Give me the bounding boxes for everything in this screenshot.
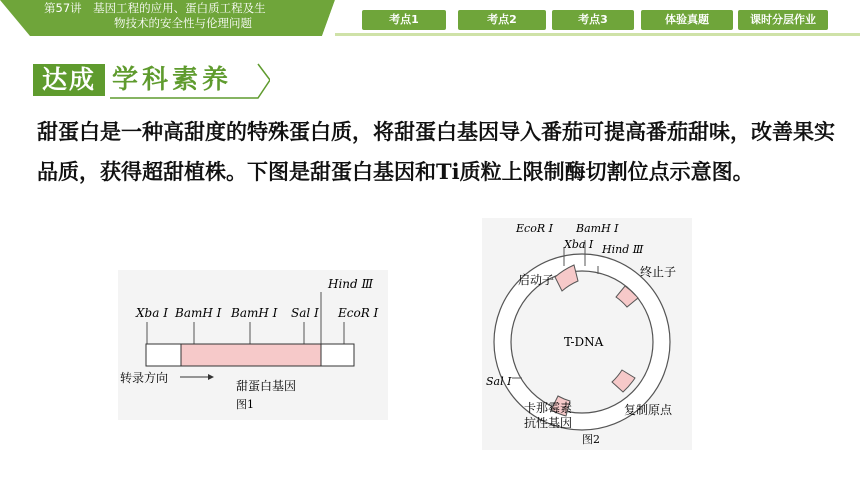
fig2-site-bamh: BamH Ⅰ (576, 222, 619, 235)
fig2-promoter-label: 启动子 (518, 273, 555, 287)
fig2-kana-line2: 抗性基因 (524, 416, 573, 430)
figure2-plasmid-diagram (482, 218, 692, 450)
top-bar (0, 0, 860, 38)
section-title-part1: 达成 (33, 64, 105, 96)
fig1-gene-segment (181, 344, 321, 366)
fig1-gene-label: 甜蛋白基因 (236, 379, 297, 393)
nav-kaodian1-button[interactable]: 考点1 (362, 10, 446, 30)
nav-kaodian2-button[interactable]: 考点2 (458, 10, 546, 30)
fig2-caption: 图2 (582, 433, 600, 446)
fig1-site-hind: Hind Ⅲ (328, 277, 374, 291)
nav-homework-button[interactable]: 课时分层作业 (738, 10, 828, 30)
fig2-site-xba: Xba Ⅰ (564, 238, 594, 251)
figure1-gene-diagram (118, 270, 388, 420)
fig1-site-xba: Xba Ⅰ (136, 306, 168, 320)
fig2-center-label: T-DNA (564, 335, 604, 349)
fig1-direction-label: 转录方向 (120, 371, 169, 385)
fig1-site-ecor: EcoR Ⅰ (338, 306, 379, 320)
fig2-kana-line1: 卡那霉素 (524, 401, 573, 415)
section-title-part2: 学科素养 (112, 65, 233, 95)
nav-underline (335, 33, 860, 36)
fig2-site-sal: Sal Ⅰ (486, 375, 512, 388)
fig1-site-bamh-1: BamH Ⅰ (175, 306, 222, 320)
fig2-site-hind: Hind Ⅲ (602, 243, 644, 256)
nav-kaodian3-button[interactable]: 考点3 (552, 10, 634, 30)
nav-real-exam-button[interactable]: 体验真题 (641, 10, 733, 30)
fig1-site-sal: Sal Ⅰ (291, 306, 319, 320)
fig1-caption: 图1 (236, 398, 254, 411)
fig2-terminator-label: 终止子 (640, 265, 677, 279)
fig1-site-bamh-2: BamH Ⅰ (231, 306, 278, 320)
question-paragraph: 甜蛋白是一种高甜度的特殊蛋白质，将甜蛋白基因导入番茄可提高番茄甜味，改善果实品质，获得超甜植株。下图是甜蛋白基因和Ti质粒上限制酶切割位点示意图。 (37, 119, 835, 184)
chapter-title (44, 1, 324, 31)
fig2-ori-label: 复制原点 (624, 403, 673, 417)
chapter-title-line1: 第57讲 基因工程的应用、蛋白质工程及生 (44, 1, 266, 15)
fig2-site-ecor: EcoR Ⅰ (516, 222, 553, 235)
chapter-title-line2: 物技术的安全性与伦理问题 (114, 16, 252, 30)
